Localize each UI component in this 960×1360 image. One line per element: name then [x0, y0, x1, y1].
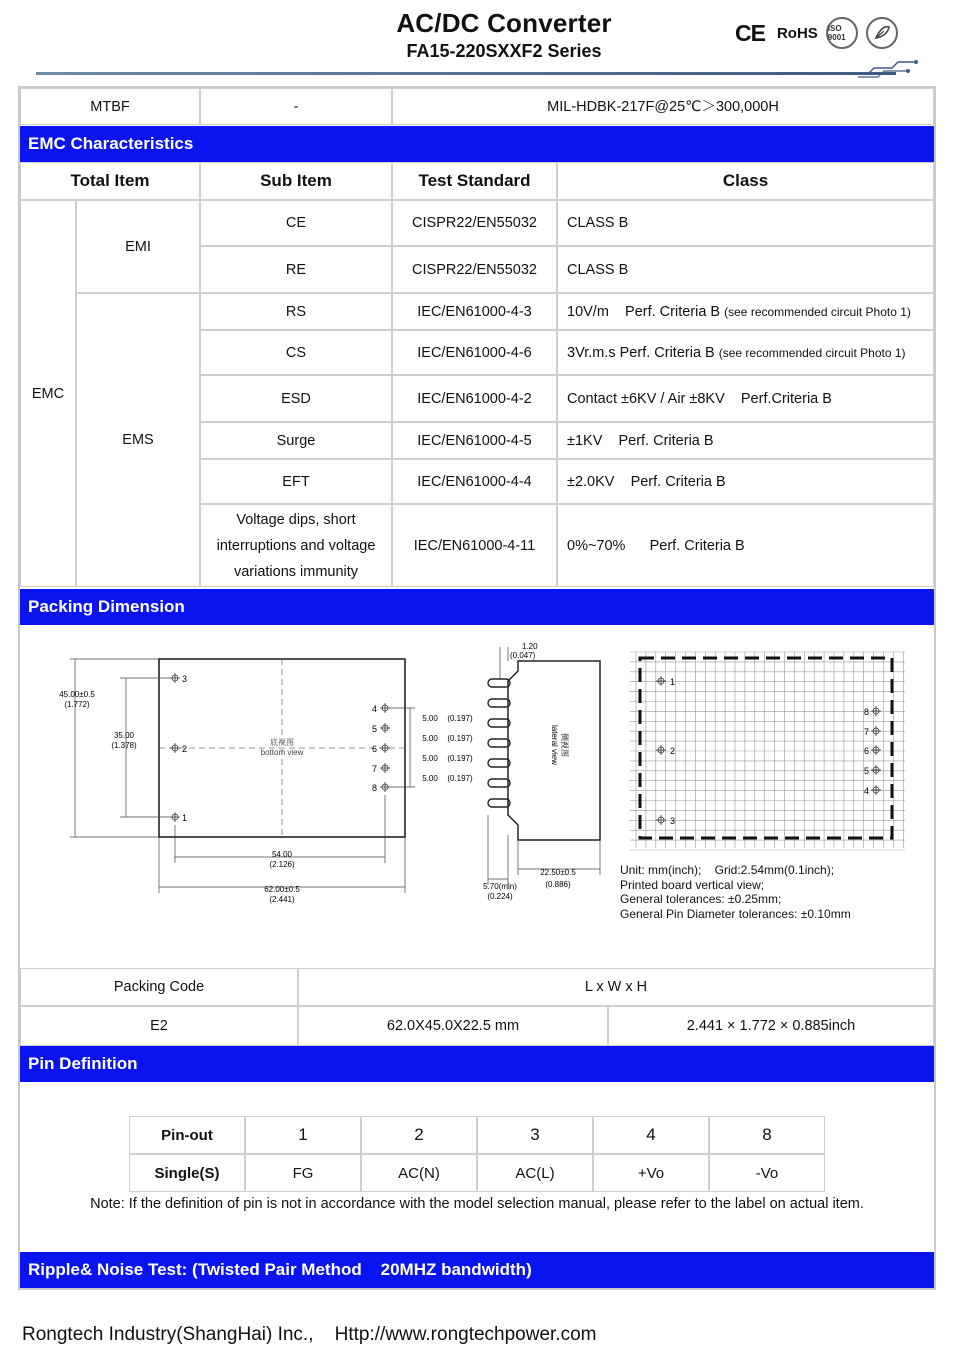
emc-sub-esd: ESD [200, 375, 392, 422]
emc-sub-re: RE [200, 246, 392, 293]
emc-header-total: Total Item [20, 162, 200, 200]
emc-class-ce [557, 200, 934, 246]
dim-pin-span: 35.00 [113, 731, 135, 740]
ems-label: EMS [76, 293, 200, 587]
dim-width-total-inch: (2.441) [269, 895, 295, 904]
pin-number-3: 3 [477, 1116, 593, 1154]
dim-height-total-inch: (1.772) [64, 700, 90, 709]
packing-dimension-header: L x W x H [298, 968, 934, 1006]
emc-std-voltage-dips: IEC/EN61000-4-11 [392, 504, 557, 587]
circuit-trace-icon [848, 58, 920, 78]
note-line-4: General Pin Diameter tolerances: ±0.10mm [620, 906, 851, 921]
emc-std-ce: CISPR22/EN55032 [392, 200, 557, 246]
dim-pin-length: 5.70(min) [483, 882, 517, 891]
emc-class-re [557, 246, 934, 293]
emc-class-eft-text: ±2.0KV Perf. Criteria B [567, 473, 726, 490]
pin-label-8: 8 [372, 783, 378, 793]
emc-class-cs-text: 3Vr.m.s Perf. Criteria B [567, 344, 715, 361]
pcb-grid-drawing [630, 648, 920, 853]
pin-label-3: 3 [182, 674, 188, 684]
page-title: AC/DC Converter [396, 8, 612, 38]
dim-pin-length-inch: (0.224) [487, 892, 513, 901]
pin-function-2: AC(N) [361, 1154, 477, 1192]
emc-header-class: Class [557, 162, 934, 200]
lateral-view-cn: 侧视图 [560, 733, 569, 757]
bottom-view-cn: 底视图 [270, 738, 294, 747]
mtbf-value: - [200, 88, 392, 125]
packing-code-value: E2 [20, 1006, 298, 1046]
pin-label-4: 4 [372, 704, 378, 714]
dim-width-total: 62.00±0.5 [264, 885, 300, 894]
dim-top-inch: (0.047) [510, 651, 536, 660]
mtbf-label: MTBF [20, 88, 200, 125]
dim-pitch-1: 5.00 [422, 714, 438, 723]
emc-class-re-text: CLASS B [567, 261, 629, 278]
emc-class-rs-text: 10V/m Perf. Criteria B [567, 303, 721, 320]
header-divider [36, 72, 896, 75]
emc-header-standard: Test Standard [392, 162, 557, 200]
emc-std-esd: IEC/EN61000-4-2 [392, 375, 557, 422]
emc-std-rs: IEC/EN61000-4-3 [392, 293, 557, 330]
iso-seal-icon: ISO 9001 [826, 17, 858, 49]
emc-total-item: EMC [20, 200, 76, 587]
grid-pin-label-3: 3 [670, 816, 676, 826]
grid-pin-label-7: 7 [864, 727, 870, 737]
emc-sub-ce: CE [200, 200, 392, 246]
bottom-view-en: bottom view [260, 748, 304, 757]
single-label: Single(S) [129, 1154, 245, 1192]
dim-width-pins-inch: (2.126) [269, 860, 295, 869]
note-line-3: General tolerances: ±0.25mm; [620, 892, 782, 906]
pin-label-6: 6 [372, 744, 378, 754]
emc-class-eft [557, 459, 934, 504]
eco-seal-icon [866, 17, 898, 49]
dim-pitch-2: 5.00 [422, 734, 438, 743]
dim-pitch-2-inch: (0.197) [447, 734, 473, 743]
pin-function-8: -Vo [709, 1154, 825, 1192]
emc-class-cs-note: (see recommended circuit Photo 1) [718, 345, 906, 360]
ripple-section-title: Ripple& Noise Test: (Twisted Pair Method 20MHZ bandwidth) [20, 1252, 934, 1288]
packing-code-header: Packing Code [20, 968, 298, 1006]
grid-pin-label-6: 6 [864, 746, 870, 756]
emc-class-voltage-dips [557, 504, 934, 587]
emc-sub-eft: EFT [200, 459, 392, 504]
emc-std-re: CISPR22/EN55032 [392, 246, 557, 293]
pin-function-4: +Vo [593, 1154, 709, 1192]
emc-class-surge [557, 422, 934, 459]
packing-dimension-inch: 2.441 × 1.772 × 0.885inch [608, 1006, 934, 1046]
pin-note: Note: If the definition of pin is not in accordance with the model selection manual, please refer to the label on actual item. [90, 1196, 864, 1212]
mtbf-condition: MIL-HDBK-217F@25℃＞300,000H [392, 88, 934, 125]
emc-sub-cs: CS [200, 330, 392, 375]
emc-class-rs-note: (see recommended circuit Photo 1) [724, 304, 911, 319]
pin-label-1: 1 [182, 813, 188, 823]
grid-pin-label-8: 8 [864, 707, 870, 717]
pin-number-1: 1 [245, 1116, 361, 1154]
lateral-view-en: lateral view [550, 724, 559, 766]
pin-label-2: 2 [182, 744, 188, 754]
lateral-view-drawing [470, 635, 610, 910]
footer-company: Rongtech Industry(ShangHai) Inc., Http://www.rongtechpower.com [22, 1324, 597, 1345]
pin-function-3: AC(L) [477, 1154, 593, 1192]
emc-std-eft: IEC/EN61000-4-4 [392, 459, 557, 504]
dim-pitch-3: 5.00 [422, 754, 438, 763]
emc-std-surge: IEC/EN61000-4-5 [392, 422, 557, 459]
packing-section-title: Packing Dimension [20, 589, 934, 625]
emc-header-sub: Sub Item [200, 162, 392, 200]
pin-label-5: 5 [372, 724, 378, 734]
emc-class-ce-text: CLASS B [567, 215, 629, 231]
module-footprint-outline [640, 658, 892, 838]
emc-class-esd-text: Contact ±6KV / Air ±8KV Perf.Criteria B [567, 390, 832, 407]
note-line-1: Unit: mm(inch); Grid:2.54mm(0.1inch); [620, 863, 835, 877]
dim-pitch-4: 5.00 [422, 774, 438, 783]
emc-class-cs [557, 330, 934, 375]
packing-dimension-mm: 62.0X45.0X22.5 mm [298, 1006, 608, 1046]
emc-sub-rs: RS [200, 293, 392, 330]
dim-pitch-4-inch: (0.197) [447, 774, 473, 783]
rohs-mark: RoHS [776, 24, 818, 42]
emc-class-surge-text: ±1KV Perf. Criteria B [567, 432, 714, 449]
grid-pin-label-1: 1 [670, 677, 676, 687]
emc-sub-surge: Surge [200, 422, 392, 459]
emc-class-rs [557, 293, 934, 330]
note-line-2: Printed board vertical view; [620, 877, 765, 892]
dim-pitch-1-inch: (0.197) [447, 714, 473, 723]
emc-class-voltage-dips-text: 0%~70% Perf. Criteria B [567, 537, 745, 554]
grid-pin-label-4: 4 [864, 786, 870, 796]
page-subtitle: FA15-220SXXF2 Series [406, 41, 602, 61]
pin-section-title: Pin Definition [20, 1046, 934, 1082]
emc-section-title: EMC Characteristics [20, 126, 934, 162]
dim-pitch-3-inch: (0.197) [447, 754, 473, 763]
pin-number-8: 8 [709, 1116, 825, 1154]
pinout-label: Pin-out [129, 1116, 245, 1154]
pin-number-2: 2 [361, 1116, 477, 1154]
dim-depth-inch: (0.886) [545, 880, 571, 889]
emi-label: EMI [76, 200, 200, 293]
pin-label-7: 7 [372, 764, 378, 774]
emc-class-esd [557, 375, 934, 422]
dim-top: 1.20 [522, 642, 538, 651]
ce-mark: CE [735, 19, 765, 46]
emc-std-cs: IEC/EN61000-4-6 [392, 330, 557, 375]
grid-pin-label-2: 2 [670, 746, 676, 756]
dim-height-total: 45.00±0.5 [59, 690, 95, 699]
pin-number-4: 4 [593, 1116, 709, 1154]
dim-width-pins: 54.00 [271, 850, 293, 859]
bottom-view-drawing [20, 625, 490, 925]
dim-depth: 22.50±0.5 [540, 868, 576, 877]
certification-logos [735, 16, 898, 50]
grid-pin-label-5: 5 [864, 766, 870, 776]
emc-sub-voltage-dips: Voltage dips, short interruptions and voltage variations immunity [200, 504, 392, 587]
dim-pin-span-inch: (1.378) [111, 741, 137, 750]
drawing-notes [620, 863, 851, 921]
pin-function-1: FG [245, 1154, 361, 1192]
